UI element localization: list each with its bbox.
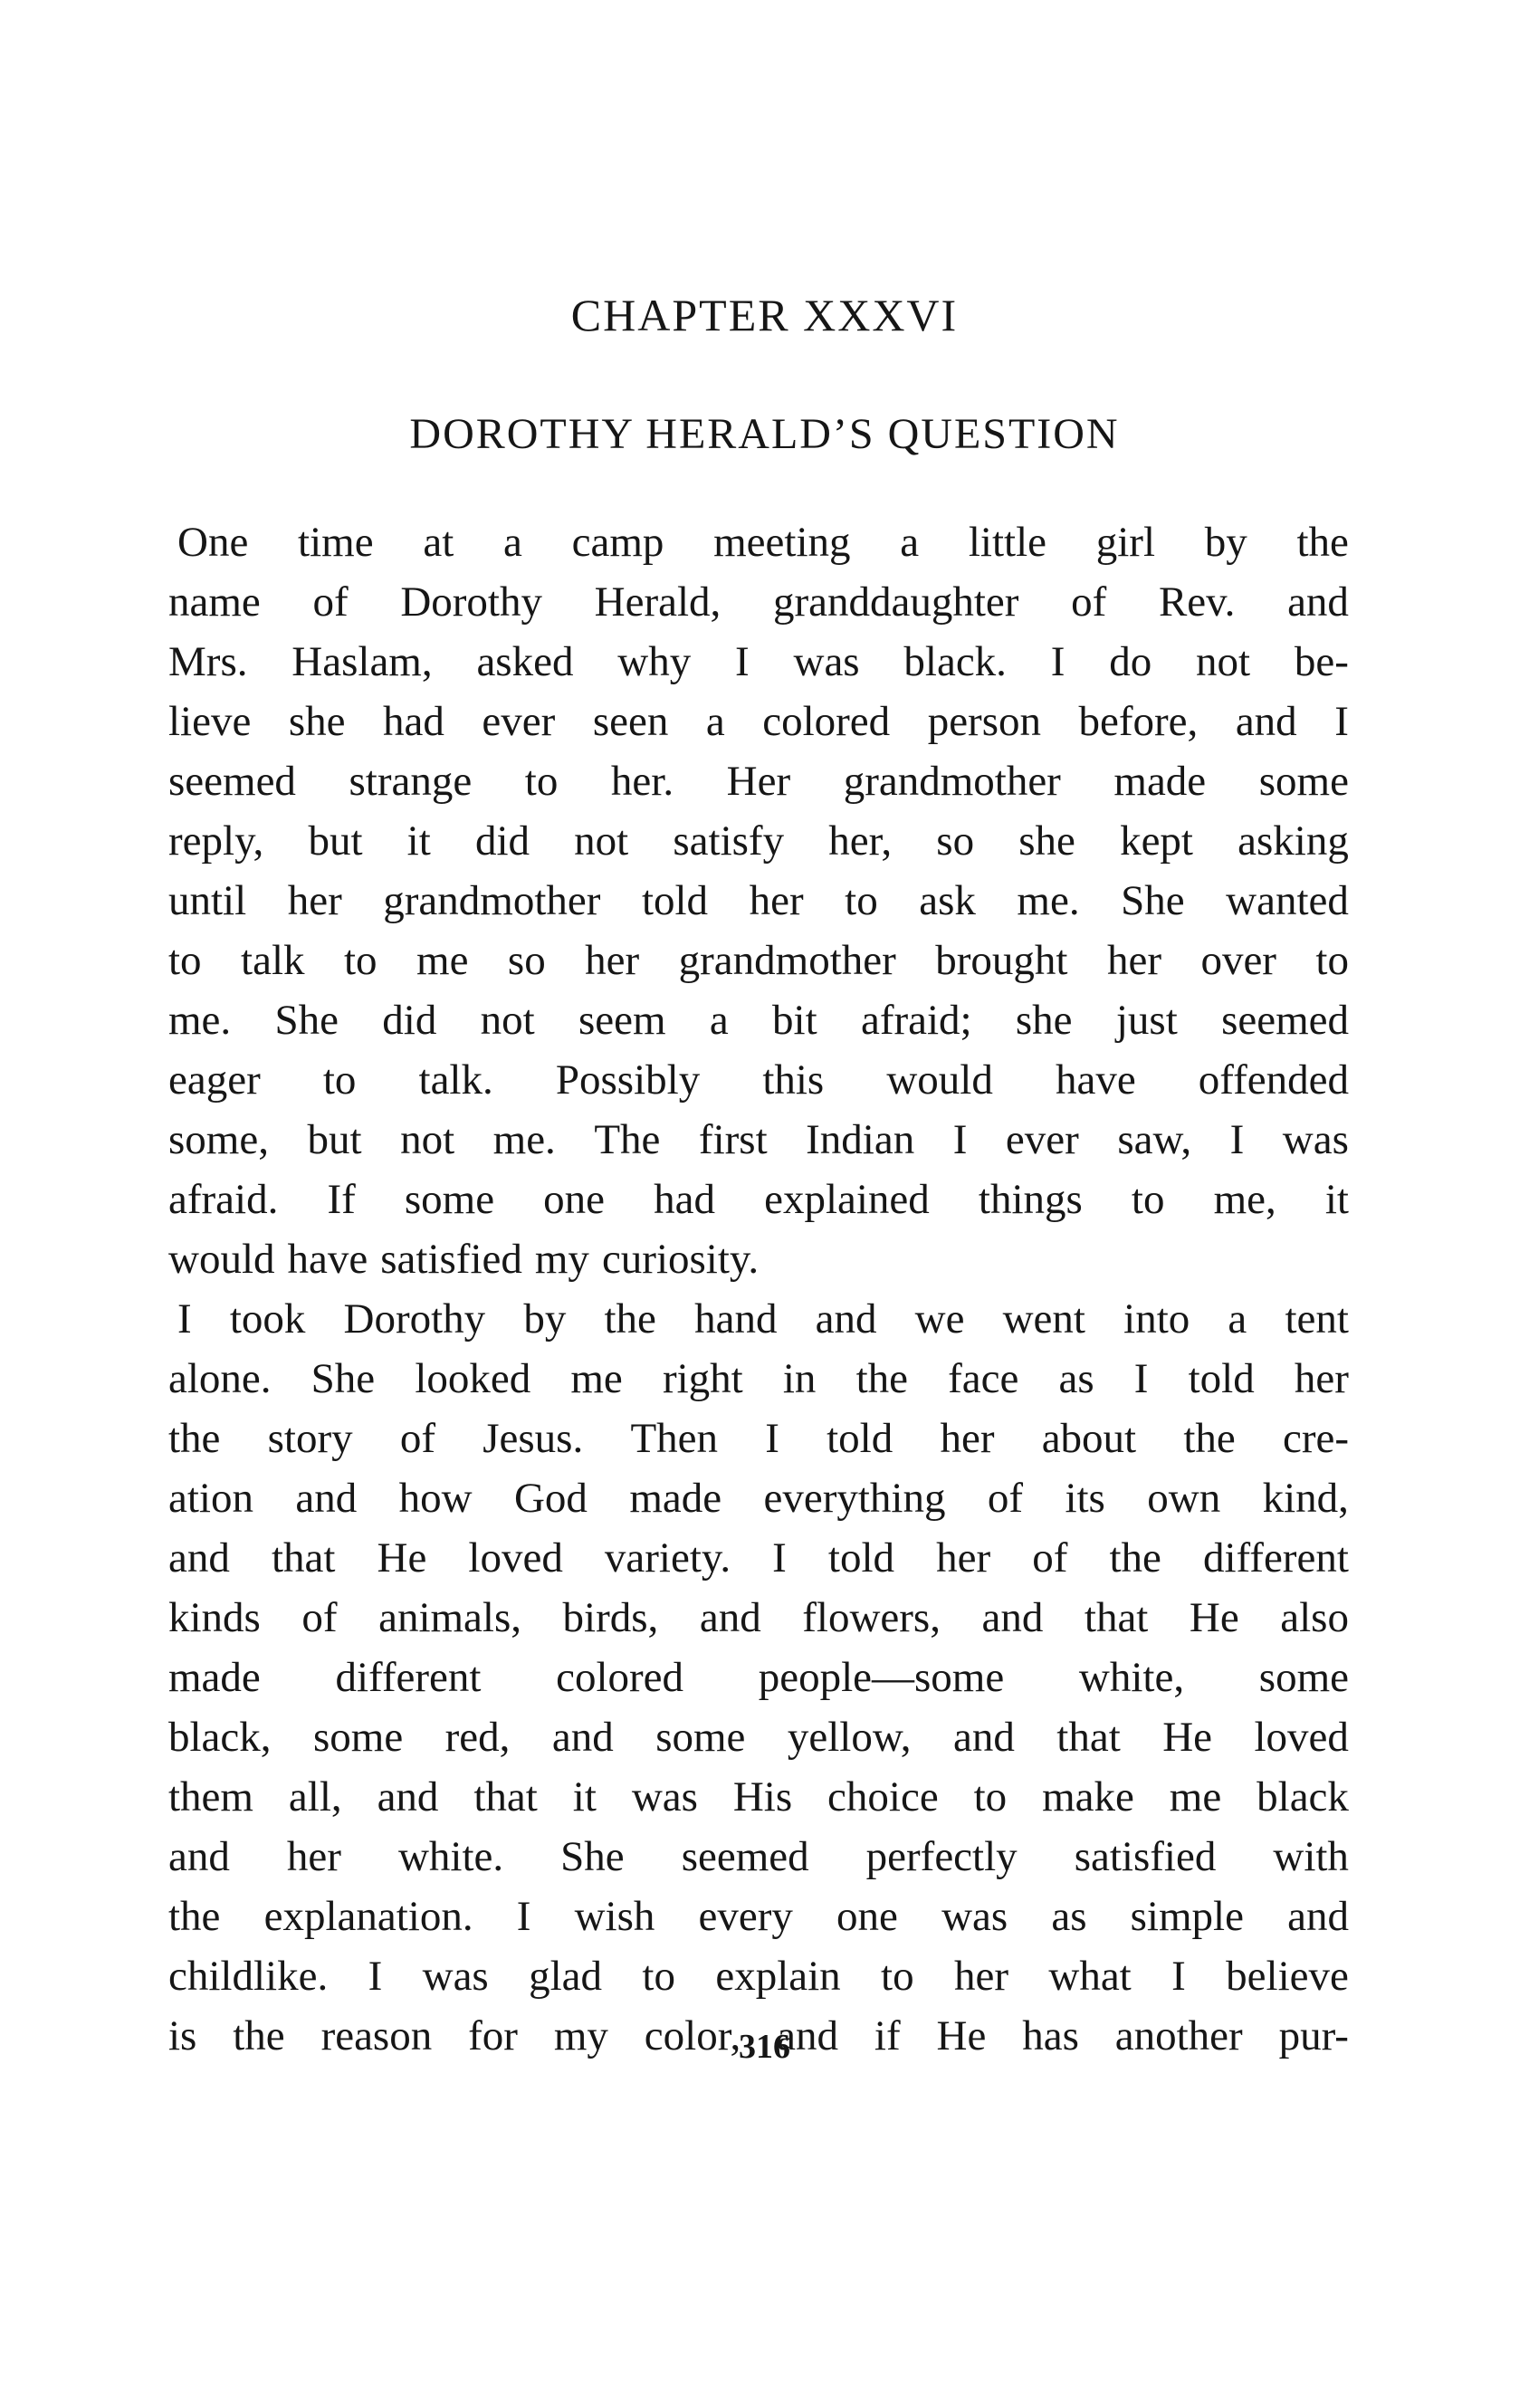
text-line: the story of Jesus. Then I told her about the cre-	[168, 1415, 1349, 1462]
text-line: Mrs. Haslam, asked why I was black. I do not be-	[168, 638, 1349, 685]
text-line: to talk to me so her grandmother brought her over to	[168, 937, 1349, 984]
paragraph	[168, 1289, 1349, 2066]
text-line: and her white. She seemed perfectly satisfied with	[168, 1833, 1349, 1880]
paragraph	[168, 512, 1349, 1289]
text-line: One time at a camp meeting a little girl by the	[177, 519, 1349, 566]
text-line: and that He loved variety. I told her of the different	[168, 1534, 1349, 1581]
text-line: lieve she had ever seen a colored person before, and I	[168, 698, 1349, 745]
text-line: alone. She looked me right in the face as I told her	[168, 1355, 1349, 1402]
text-line: seemed strange to her. Her grandmother made some	[168, 758, 1349, 805]
text-line: black, some red, and some yellow, and that He loved	[168, 1714, 1349, 1761]
text-line: the explanation. I wish every one was as simple and	[168, 1893, 1349, 1940]
text-line: me. She did not seem a bit afraid; she just seemed	[168, 997, 1349, 1044]
text-line: until her grandmother told her to ask me. She wanted	[168, 877, 1349, 924]
text-line: ation and how God made everything of its own kind,	[168, 1475, 1349, 1522]
text-line: kinds of animals, birds, and flowers, and that He also	[168, 1594, 1349, 1641]
text-line: name of Dorothy Herald, granddaughter of Rev. and	[168, 578, 1349, 626]
chapter-title: DOROTHY HERALD’S QUESTION	[409, 410, 1120, 458]
text-line: made different colored people—some white, some	[168, 1654, 1349, 1701]
page-number: 316	[739, 2028, 790, 2066]
text-line: afraid. If some one had explained things to me, it	[168, 1176, 1349, 1223]
text-line: I took Dorothy by the hand and we went into a tent	[177, 1295, 1349, 1343]
text-line: eager to talk. Possibly this would have offended	[168, 1056, 1349, 1104]
chapter-body-text	[168, 512, 1349, 2066]
text-line: childlike. I was glad to explain to her what I believe	[168, 1953, 1349, 2000]
chapter-number: CHAPTER XXXVI	[570, 290, 959, 340]
text-line: them all, and that it was His choice to make me black	[168, 1773, 1349, 1820]
text-line: reply, but it did not satisfy her, so she kept asking	[168, 817, 1349, 865]
text-line: would have satisfied my curiosity.	[168, 1236, 760, 1283]
text-line: is the reason for my color, and if He has another pur-	[168, 2012, 1349, 2059]
text-line: some, but not me. The first Indian I ever saw, I was	[168, 1116, 1349, 1163]
